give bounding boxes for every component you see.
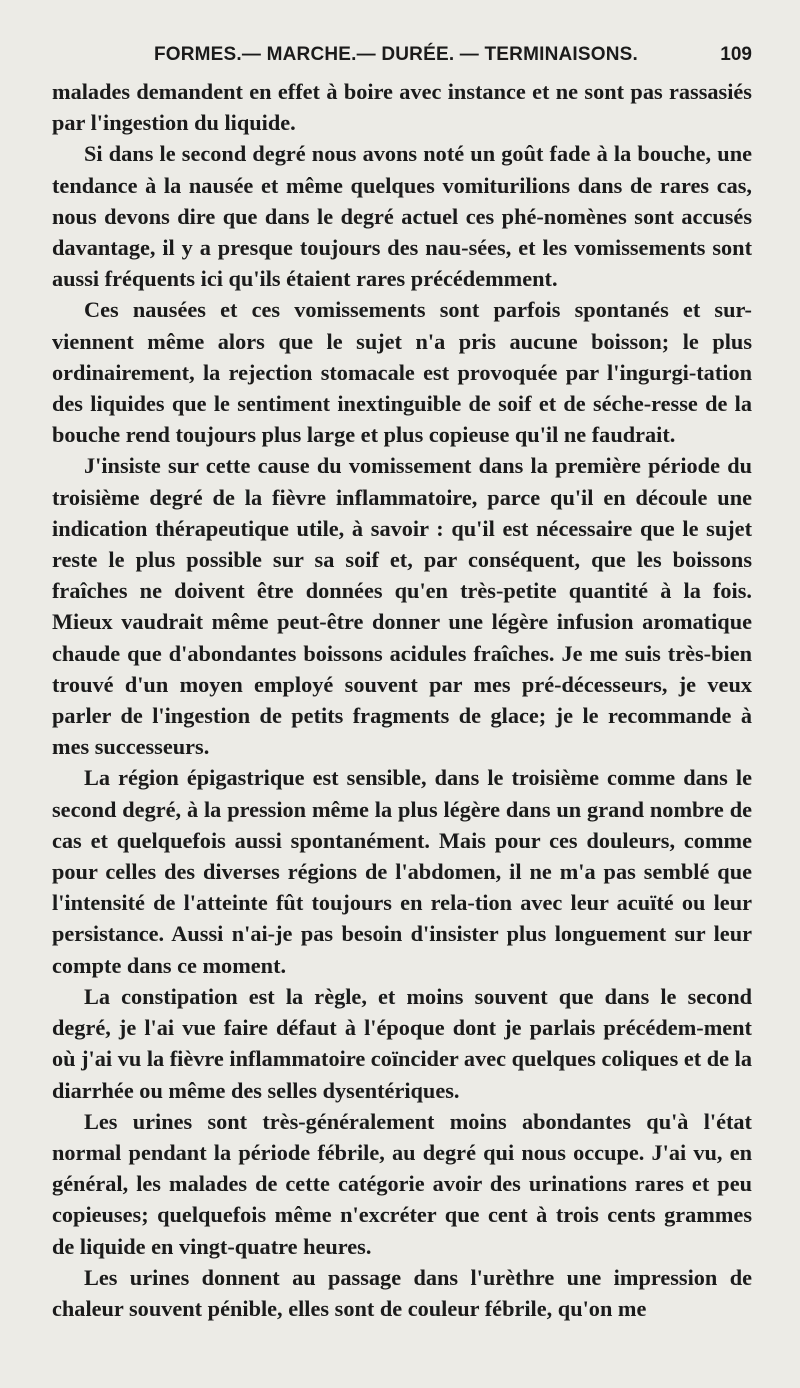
running-head <box>52 44 752 74</box>
paragraph: La région épigastrique est sensible, dans le troisième comme dans le second degré, à la pression même la plus légère dans un grand nombre de cas et quelquefois aussi spontanément. Mais pour ces douleurs, comme pour celles des diverses régions de l'abdomen, il ne m'a pas semblé que l'intensité de l'atteinte fût toujours en rela-tion avec leur acuïté ou leur persistance. Aussi n'ai-je pas besoin d'insister plus longuement sur leur compte dans ce moment. <box>52 765 752 978</box>
paragraph: J'insiste sur cette cause du vomissement dans la première période du troisième degré de la fièvre inflammatoire, parce qu'il en découle une indication thérapeutique utile, à savoir : qu'il est nécessaire que le sujet reste le plus possible sur sa soif et, par conséquent, que les boissons fraîches ne doivent être données qu'en très-petite quantité à la fois. Mieux vaudrait même peut-être donner une légère infusion aromatique chaude que d'abondantes boissons acidules fraîches. Je me suis très-bien trouvé d'un moyen employé souvent par mes pré-décesseurs, je veux parler de l'ingestion de petits fragments de glace; je le recommande à mes successeurs. <box>52 453 752 760</box>
running-title: FORMES.— MARCHE.— DURÉE. — TERMINAISONS. <box>153 44 639 65</box>
paragraph: Ces nausées et ces vomissements sont parfois spontanés et sur-viennent même alors que le sujet n'a pris aucune boisson; le plus ordinairement, la rejection stomacale est provoquée par l'ingurgi-tation des liquides que le sentiment inextinguible de soif et de séche-resse de la bouche rend toujours plus large et plus copieuse qu'il ne faudrait. <box>52 297 752 448</box>
body-text <box>52 76 752 1324</box>
page-number: 109 <box>720 44 752 65</box>
paragraph: La constipation est la règle, et moins souvent que dans le second degré, je l'ai vue faire défaut à l'époque dont je parlais précédem-ment où j'ai vu la fièvre inflammatoire coïncider avec quelques coliques et de la diarrhée ou même des selles dysentériques. <box>52 983 752 1103</box>
paragraph: Les urines donnent au passage dans l'urèthre une impression de chaleur souvent pénible, elles sont de couleur fébrile, qu'on me <box>52 1264 752 1321</box>
paragraph: Si dans le second degré nous avons noté un goût fade à la bouche, une tendance à la nausée et même quelques vomiturilions dans de rares cas, nous devons dire que dans le degré actuel ces phé-nomènes sont accusés davantage, il y a presque toujours des nau-sées, et les vomissements sont aussi fréquents ici qu'ils étaient rares précédemment. <box>52 141 752 292</box>
paragraph: malades demandent en effet à boire avec instance et ne sont pas rassasiés par l'ingestion du liquide. <box>52 79 752 136</box>
paragraph: Les urines sont très-généralement moins abondantes qu'à l'état normal pendant la période fébrile, au degré qui nous occupe. J'ai vu, en général, les malades de cette catégorie avoir des urinations rares et peu copieuses; quelquefois même n'excréter que cent à trois cents grammes de liquide en vingt-quatre heures. <box>52 1108 752 1259</box>
